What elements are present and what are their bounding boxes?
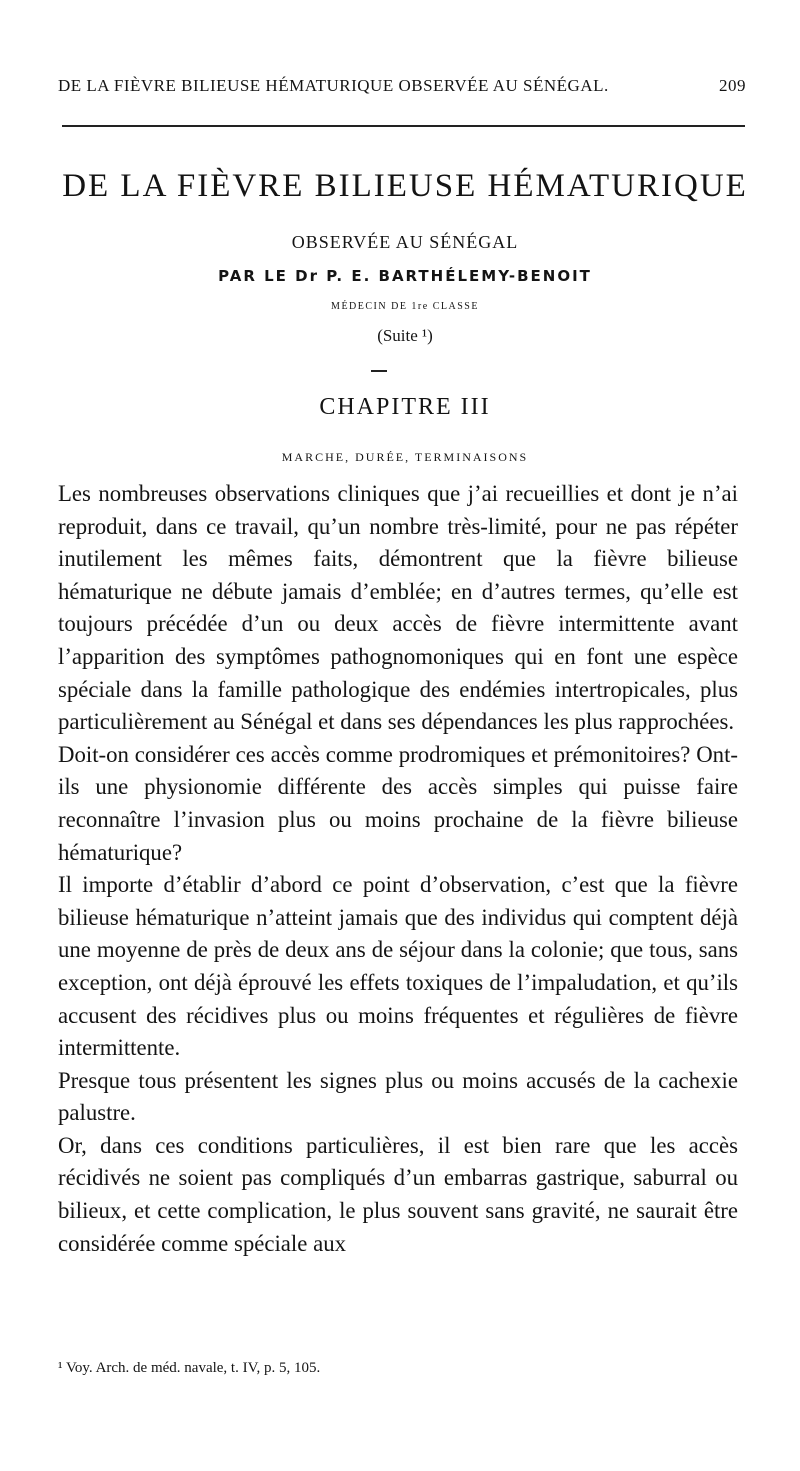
running-head-title: DE LA FIÈVRE BILIEUSE HÉMATURIQUE OBSERVÉE AU SÉNÉGAL. <box>58 76 609 95</box>
chapter-title: CHAPITRE III <box>319 394 491 420</box>
running-head <box>58 76 746 96</box>
article-subtitle: OBSERVÉE AU SÉNÉGAL <box>291 232 519 252</box>
paragraph: Les nombreuses observations cliniques que j’ai recueillies et dont je n’ai reproduit, dans ce travail, qu’un nombre très-limité, pour ne pas répéter inutilement les mêmes faits, démontrent que la fièvre bilieuse hématurique ne débute jamais d’emblée; en d’autres termes, qu’elle est toujours précédée d’un ou deux accès de fièvre intermittente avant l’apparition des symptômes pathognomoniques qui en font une espèce spéciale dans la famille pathologique des endémies intertropicales, plus particulièrement au Sénégal et dans ses dépendances les plus rapprochées. <box>58 481 738 735</box>
article-title: DE LA FIÈVRE BILIEUSE HÉMATURIQUE <box>62 168 748 204</box>
paragraph: Il importe d’établir d’abord ce point d’observation, c’est que la fièvre bilieuse hématurique n’atteint jamais que des individus qui comptent déjà une moyenne de près de deux ans de séjour dans la colonie; que tous, sans exception, ont déjà éprouvé les effets toxiques de l’impaludation, et qu’ils accusent des récidives plus ou moins fréquentes et régulières de fièvre intermittente. <box>58 872 738 1061</box>
chapter-subtitle: MARCHE, DURÉE, TERMINAISONS <box>281 450 529 464</box>
paragraph: Doit-on considérer ces accès comme prodromiques et prémonitoires? Ont-ils une physionomie différente des accès simples qui puisse faire reconnaître l’invasion plus ou moins prochaine de la fièvre bilieuse hématurique? <box>58 741 738 865</box>
section-dash <box>371 370 387 372</box>
paragraph: Presque tous présentent les signes plus ou moins accusés de la cachexie palustre. <box>58 1067 738 1126</box>
footnote: ¹ Voy. Arch. de méd. navale, t. IV, p. 5, 105. <box>58 1360 321 1376</box>
paragraph: Or, dans ces conditions particulières, il est bien rare que les accès récidivés ne soient pas compliqués d’un embarras gastrique, saburral ou bilieux, et cette complication, le plus souvent sans gravité, ne saurait être considérée comme spéciale aux <box>58 1132 738 1256</box>
continuation-note: (Suite ¹) <box>377 326 433 345</box>
page-number: 209 <box>719 76 746 95</box>
header-rule <box>62 125 745 127</box>
author-rank: MÉDECIN DE 1re CLASSE <box>331 301 479 312</box>
article-author: PAR LE Dr P. E. BARTHÉLEMY-BENOIT <box>218 267 592 285</box>
body-text <box>58 478 738 1260</box>
